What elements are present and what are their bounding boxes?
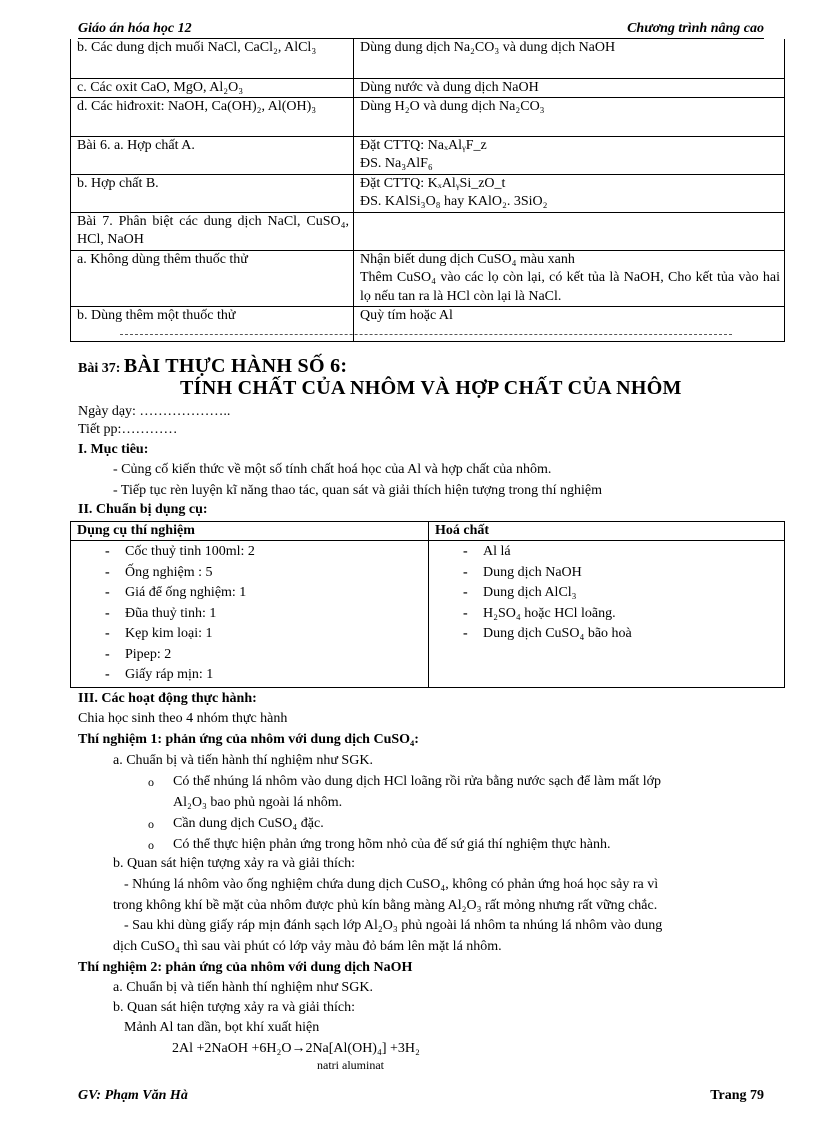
list-item: - Kẹp kim loại: 1 xyxy=(77,624,422,645)
table-row-right: Dùng dung dịch Na₂CO₃ và dung dịch NaOH xyxy=(354,39,785,78)
table-row-left: b. Hợp chất B. xyxy=(71,174,354,212)
lesson-title-line2: TÍNH CHẤT CỦA NHÔM VÀ HỢP CHẤT CỦA NHÔM xyxy=(180,377,682,399)
answer-line: Nhận biết dung dịch CuSO₄ màu xanh xyxy=(360,251,575,267)
list-item: - Al lá xyxy=(435,542,778,563)
list-item: - Ống nghiệm : 5 xyxy=(77,563,422,584)
page-number: Trang 79 xyxy=(710,1088,764,1103)
list-item: - Dung dịch AlCl₃ xyxy=(435,583,778,604)
observation-text: dịch CuSO₄ thì sau vài phút có lớp vảy màu đỏ bám lên mặt lá nhôm. xyxy=(113,939,502,954)
table-row-right: Dùng nước và dung dịch NaOH xyxy=(354,78,785,97)
table-row-left: Bài 6. a. Hợp chất A. xyxy=(71,136,354,174)
step-text: a. Chuẩn bị và tiến hành thí nghiệm như SGK. xyxy=(113,753,373,768)
circle-bullet-icon: o xyxy=(148,775,154,789)
header-program: Chương trình nâng cao xyxy=(627,21,764,36)
list-item: - H₂SO₄ hoặc HCl loãng. xyxy=(435,604,778,625)
objective-item: - Củng cố kiến thức về một số tính chất hoá học của Al và hợp chất của nhôm. xyxy=(113,462,552,477)
teacher-name: GV: Phạm Văn Hà xyxy=(78,1088,188,1103)
tools-cell xyxy=(71,541,429,688)
answer-line: ĐS. Na₃AlF₆ xyxy=(360,156,433,172)
observation-text: - Nhúng lá nhôm vào ống nghiệm chứa dung dịch CuSO₄, không có phản ứng hoá học sảy ra vì xyxy=(124,877,659,892)
observation-text: trong không khí bề mặt của nhôm được phủ kín bằng màng Al₂O₃ rất mỏng nhưng rất vững chắc. xyxy=(113,898,658,913)
table-row-right xyxy=(354,250,785,306)
note-text: Có thể thực hiện phản ứng trong hõm nhỏ của đế sứ giá thí nghiệm thực hành. xyxy=(173,837,611,852)
answer-table xyxy=(70,39,785,342)
page-header xyxy=(78,20,764,39)
product-name: natri aluminat xyxy=(317,1058,384,1072)
section-heading: III. Các hoạt động thực hành: xyxy=(78,691,257,706)
table-row-right: Quỳ tím hoặc Al xyxy=(354,307,785,342)
list-item: - Giá để ống nghiệm: 1 xyxy=(77,583,422,604)
list-item: - Giấy ráp mịn: 1 xyxy=(77,665,422,686)
table-row-left: d. Các hiđroxit: NaOH, Ca(OH)₂, Al(OH)₃ xyxy=(71,97,354,136)
column-header: Dụng cụ thí nghiệm xyxy=(71,522,429,541)
section-divider xyxy=(120,334,732,335)
experiment-title: Thí nghiệm 1: phản ứng của nhôm với dung dịch CuSO₄: xyxy=(78,732,419,747)
table-row-right xyxy=(354,174,785,212)
table-row-left: b. Các dung dịch muối NaCl, CaCl₂, AlCl₃ xyxy=(71,39,354,78)
list-item: - Đũa thuỷ tinh: 1 xyxy=(77,604,422,625)
circle-bullet-icon: o xyxy=(148,838,154,852)
step-text: b. Quan sát hiện tượng xảy ra và giải thích: xyxy=(113,856,356,871)
lesson-number: Bài 37: xyxy=(78,361,121,376)
table-row-left: a. Không dùng thêm thuốc thử xyxy=(71,250,354,306)
table-row-right: Dùng H₂O và dung dịch Na₂CO₃ xyxy=(354,97,785,136)
step-text: a. Chuẩn bị và tiến hành thí nghiệm như SGK. xyxy=(113,980,373,995)
answer-line: Thêm CuSO₄ vào các lọ còn lại, có kết tủa là NaOH, Cho kết tủa vào hai lọ nếu tan ra là HCl còn lại là NaCl. xyxy=(360,270,780,304)
period-field: Tiết pp:………… xyxy=(78,422,178,437)
experiment-title: Thí nghiệm 2: phản ứng của nhôm với dung dịch NaOH xyxy=(78,960,413,975)
note-text: Cần dung dịch CuSO₄ đặc. xyxy=(173,816,324,831)
list-item: - Dung dịch CuSO₄ bão hoà xyxy=(435,624,778,645)
formula-line: Đặt CTTQ: KₓAlᵧSi_zO_t xyxy=(360,175,506,191)
chemical-equation: 2Al +2NaOH +6H₂O→2Na[Al(OH)₄] +3H₂ xyxy=(172,1041,420,1056)
table-row-left: b. Dùng thêm một thuốc thử xyxy=(71,307,354,342)
observation-text: Mảnh Al tan dần, bọt khí xuất hiện xyxy=(124,1020,320,1035)
list-item: - Pipep: 2 xyxy=(77,645,422,666)
list-item: - Dung dịch NaOH xyxy=(435,563,778,584)
table-row-right xyxy=(354,136,785,174)
chemicals-cell xyxy=(429,541,785,688)
table-row-left: c. Các oxit CaO, MgO, Al₂O₃ xyxy=(71,78,354,97)
intro-text: Chia học sinh theo 4 nhóm thực hành xyxy=(78,711,288,726)
answer-line: ĐS. KAlSi₃O₈ hay KAlO₂. 3SiO₂ xyxy=(360,194,548,210)
formula-line: Đặt CTTQ: NaₓAlᵧF_z xyxy=(360,137,487,153)
header-subject: Giáo án hóa học 12 xyxy=(78,21,192,36)
note-text: Al₂O₃ bao phủ ngoài lá nhôm. xyxy=(173,795,343,810)
note-text: Có thể nhúng lá nhôm vào dung dịch HCl loãng rồi rửa bằng nước sạch để làm mất lớp xyxy=(173,774,661,789)
section-heading: II. Chuẩn bị dụng cụ: xyxy=(78,502,208,517)
table-row-right xyxy=(354,212,785,250)
equipment-table xyxy=(70,521,785,688)
section-heading: I. Mục tiêu: xyxy=(78,442,149,457)
observation-text: - Sau khi dùng giấy ráp mịn đánh sạch lớp Al₂O₃ phủ ngoài lá nhôm ta nhúng lá nhôm vào dung xyxy=(124,918,663,933)
circle-bullet-icon: o xyxy=(148,817,154,831)
list-item: - Cốc thuỷ tinh 100ml: 2 xyxy=(77,542,422,563)
column-header: Hoá chất xyxy=(429,522,785,541)
lesson-title-line1: BÀI THỰC HÀNH SỐ 6: xyxy=(123,355,348,377)
date-field: Ngày dạy: ……………….. xyxy=(78,404,231,419)
objective-item: - Tiếp tục rèn luyện kĩ năng thao tác, quan sát và giải thích hiện tượng trong thí nghiệm xyxy=(113,483,602,498)
table-row-left: Bài 7. Phân biệt các dung dịch NaCl, CuSO₄, HCl, NaOH xyxy=(71,212,354,250)
step-text: b. Quan sát hiện tượng xảy ra và giải thích: xyxy=(113,1000,356,1015)
